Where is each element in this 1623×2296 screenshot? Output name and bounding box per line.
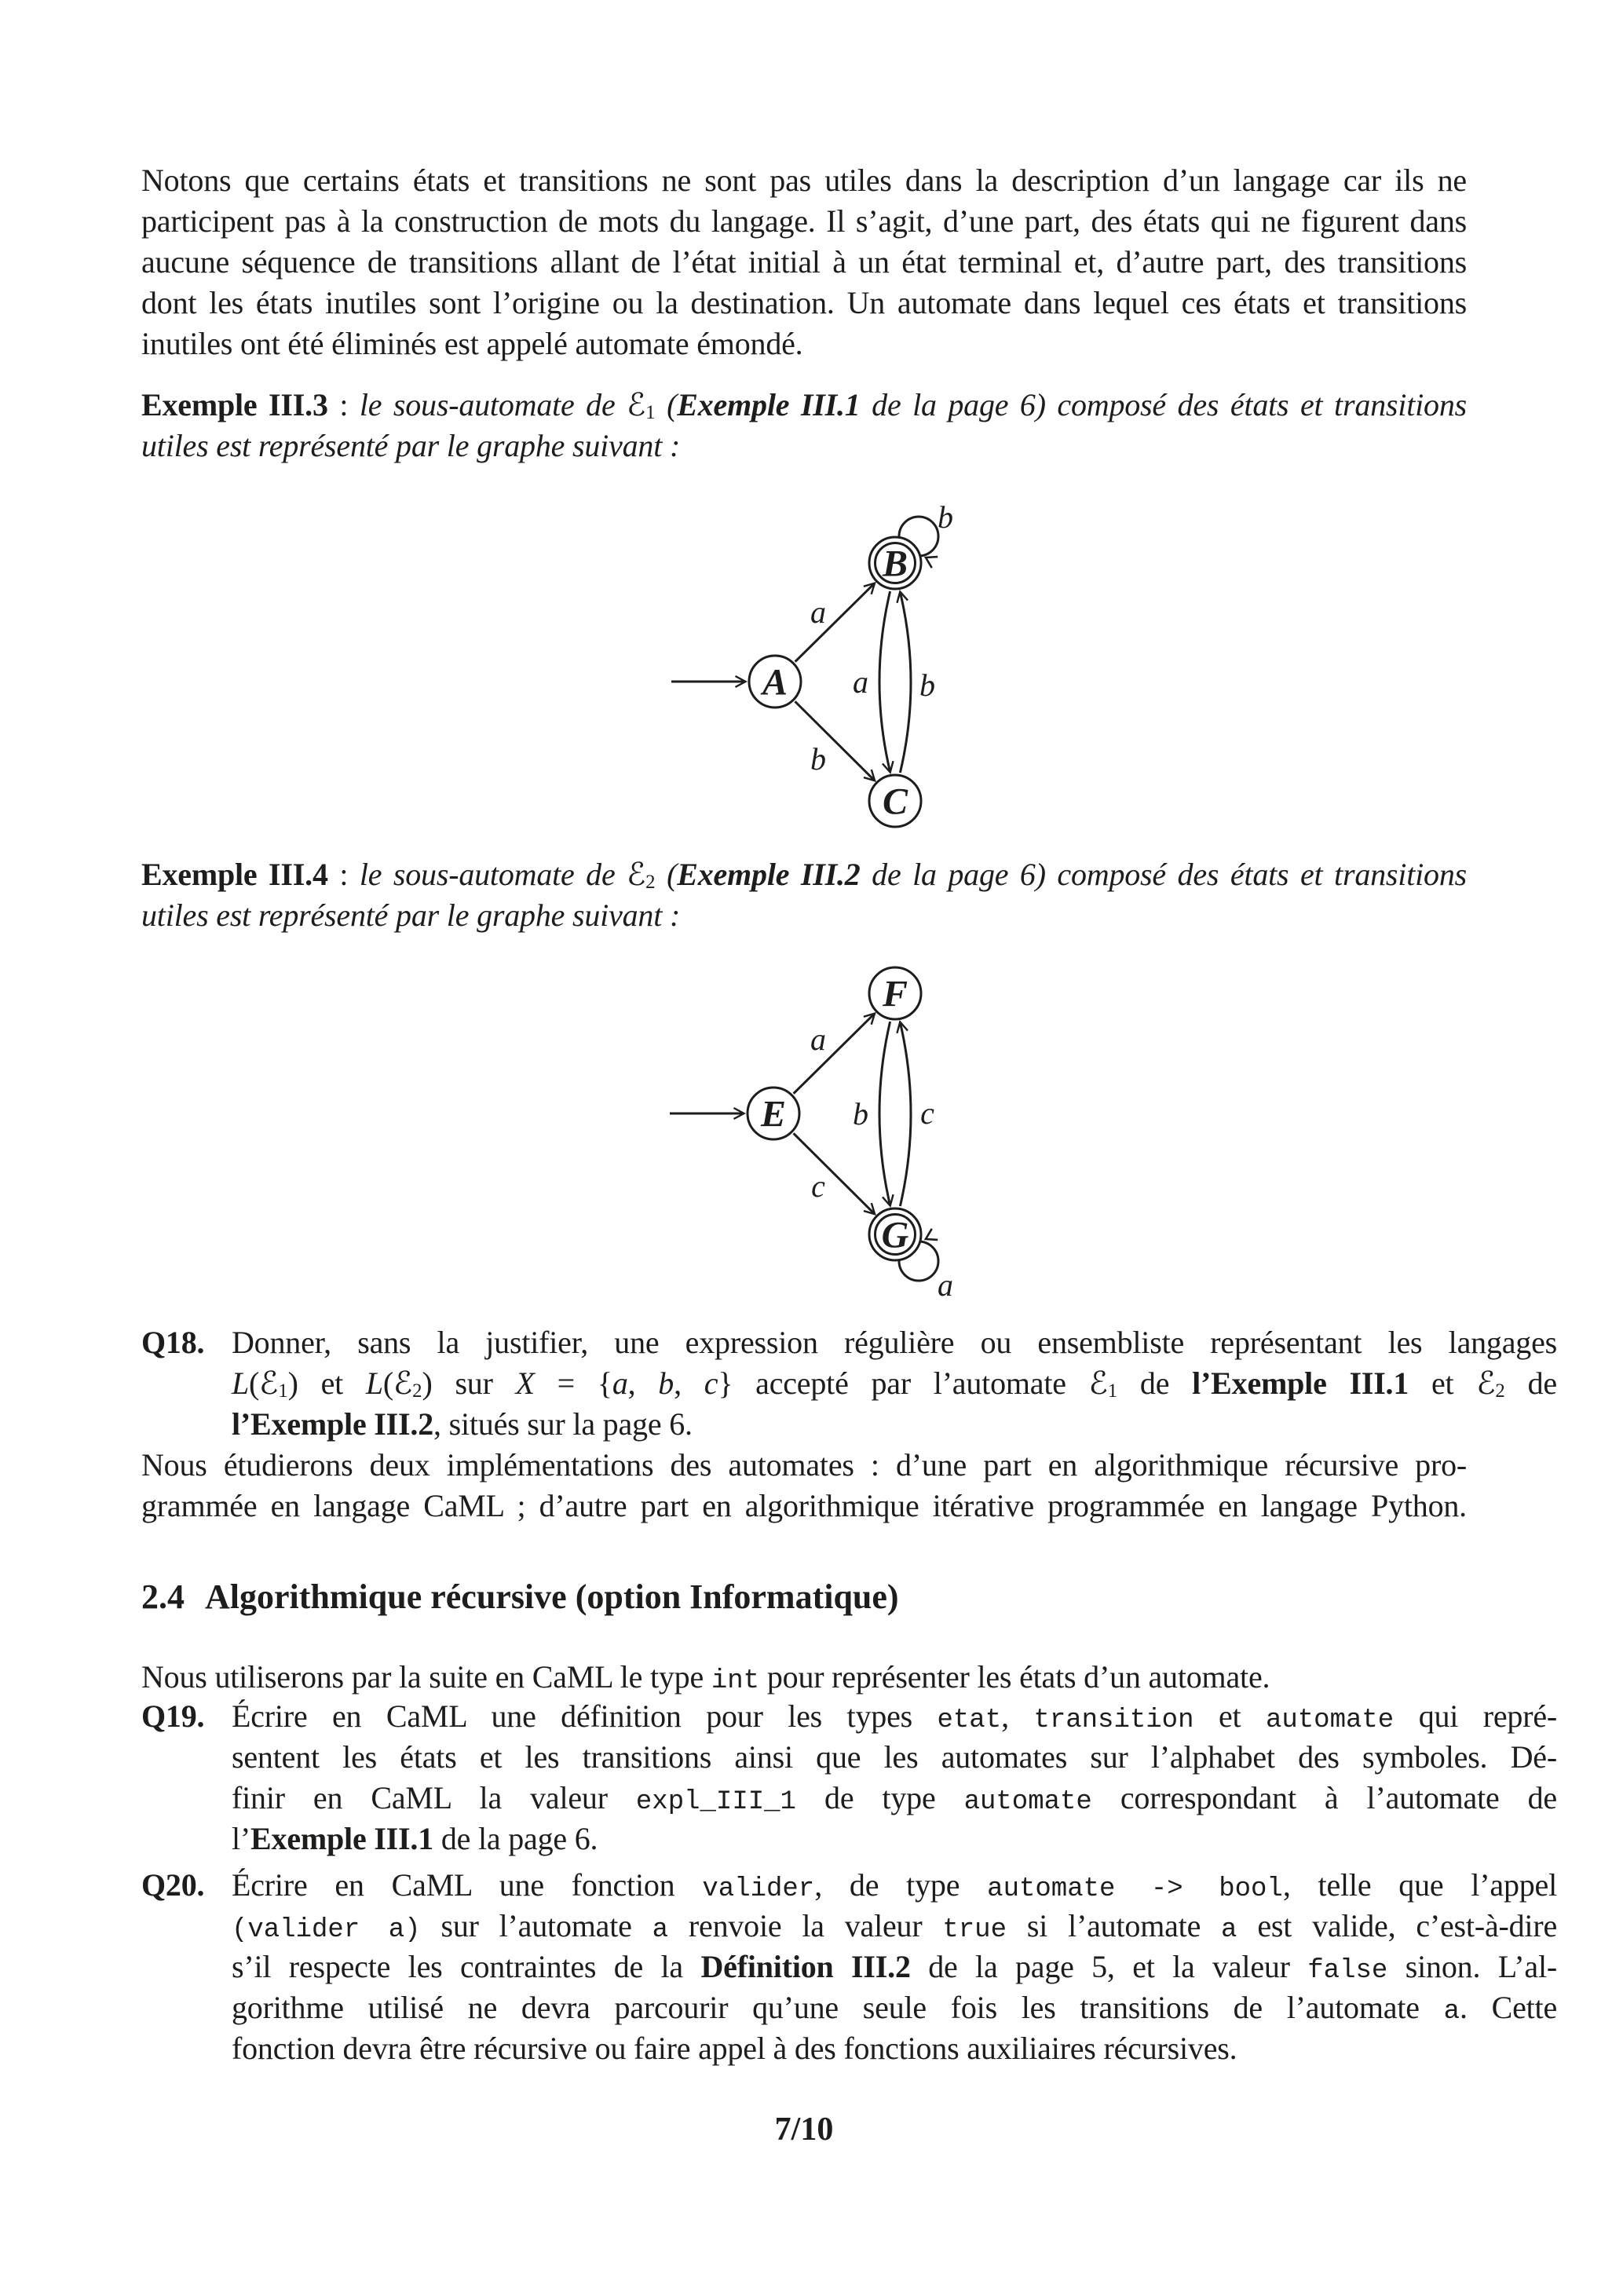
state-node-B bbox=[869, 537, 921, 589]
text-line: l’Exemple III.2, situés sur la page 6. bbox=[232, 1406, 693, 1442]
text-line: Écrire en CaML une définition pour les types etat, transition et automate qui repré- bbox=[232, 1698, 1557, 1735]
text-line: fonction devra être récursive ou faire appel à des fonctions auxiliaires récursives. bbox=[232, 2031, 1237, 2066]
paragraph-intro bbox=[141, 160, 1467, 364]
section-number: 2.4 bbox=[141, 1578, 185, 1616]
text-line: l’Exemple III.1 de la page 6. bbox=[232, 1821, 598, 1856]
transition-label-B-C: a bbox=[853, 664, 868, 700]
state-label-A: A bbox=[762, 661, 788, 704]
state-label-B: B bbox=[882, 543, 908, 585]
state-node-G bbox=[869, 1208, 921, 1260]
automaton-1-diagram bbox=[644, 491, 989, 860]
text-line: dont les états inutiles sont l’origine ou la destination. Un automate dans lequel ces états et transitions bbox=[141, 285, 1467, 320]
paragraph-caml-note bbox=[141, 1657, 1467, 1698]
paragraph-implementations bbox=[141, 1445, 1467, 1526]
question-label: Q19. bbox=[141, 1698, 205, 1734]
transition-label-A-C: b bbox=[810, 741, 826, 777]
transition-edge-A-C bbox=[795, 701, 875, 781]
text-line: Exemple III.3 : le sous-automate de ℰ1 (Exemple III.1 de la page 6) composé des états et transitions bbox=[141, 387, 1467, 423]
transition-label-C-B: b bbox=[919, 667, 935, 703]
text-line: participent pas à la construction de mots du langage. Il s’agit, d’une part, des états qui ne figurent dans bbox=[141, 203, 1467, 239]
transition-edge-F-G bbox=[879, 1022, 890, 1205]
transition-label-E-G: c bbox=[811, 1168, 825, 1204]
example-4-caption bbox=[141, 854, 1467, 936]
text-line: aucune séquence de transitions allant de l’état initial à un état terminal et, d’autre part, des transitions bbox=[141, 244, 1467, 280]
self-loop-label-G: a bbox=[938, 1267, 953, 1303]
transition-edge-A-B bbox=[795, 583, 875, 662]
transition-edge-B-C bbox=[879, 591, 890, 772]
text-line: (valider a) sur l’automate a renvoie la valeur true si l’automate a est valide, c’est-à-dire bbox=[232, 1908, 1558, 1945]
text-line: Écrire en CaML une fonction valider, de type automate -> bool, telle que l’appel bbox=[232, 1867, 1558, 1904]
question-q18 bbox=[141, 1322, 1557, 1445]
text-line: s’il respecte les contraintes de la Définition III.2 de la page 5, et la valeur false sinon. L’al- bbox=[232, 1949, 1557, 1986]
text-line: utiles est représenté par le graphe suivant : bbox=[141, 898, 681, 933]
question-label: Q20. bbox=[141, 1867, 205, 1903]
section-title: Algorithmique récursive (option Informatique) bbox=[205, 1578, 899, 1616]
automaton-2-diagram bbox=[644, 958, 989, 1333]
text-line: inutiles ont été éliminés est appelé automate émondé. bbox=[141, 326, 803, 361]
section-heading bbox=[141, 1577, 1467, 1617]
state-label-C: C bbox=[882, 781, 908, 823]
transition-label-E-F: a bbox=[810, 1022, 826, 1057]
text-line: finir en CaML la valeur expl_III_1 de type automate correspondant à l’automate de bbox=[232, 1780, 1557, 1817]
state-node-C bbox=[869, 775, 921, 827]
state-label-E: E bbox=[760, 1093, 787, 1135]
state-node-A bbox=[749, 656, 801, 707]
state-label-F: F bbox=[882, 973, 908, 1015]
state-label-G: G bbox=[881, 1214, 909, 1256]
text-line: Exemple III.4 : le sous-automate de ℰ2 (Exemple III.2 de la page 6) composé des états et transitions bbox=[141, 857, 1467, 893]
page-footer: 7/10 bbox=[774, 2111, 834, 2148]
state-node-F bbox=[869, 967, 921, 1019]
text-line: utiles est représenté par le graphe suivant : bbox=[141, 428, 681, 463]
question-q20 bbox=[141, 1865, 1557, 2069]
text-line: sentent les états et les transitions ainsi que les automates sur l’alphabet des symboles. Dé- bbox=[232, 1739, 1557, 1775]
text-line: gorithme utilisé ne devra parcourir qu’une seule fois les transitions de l’automate a. Cette bbox=[232, 1990, 1558, 2027]
transition-edge-C-B bbox=[900, 592, 911, 773]
question-label: Q18. bbox=[141, 1325, 205, 1360]
transition-label-G-F: c bbox=[920, 1095, 934, 1131]
example-3-caption bbox=[141, 385, 1467, 466]
text-line: Notons que certains états et transitions ne sont pas utiles dans la description d’un langage car ils ne bbox=[141, 163, 1467, 198]
text-line: L(ℰ1) et L(ℰ2) sur X = {a, b, c} accepté par l’automate ℰ1 de l’Exemple III.1 et ℰ2 de bbox=[232, 1366, 1557, 1402]
transition-edge-E-F bbox=[794, 1014, 875, 1094]
self-loop-label-B: b bbox=[938, 499, 953, 535]
question-q19 bbox=[141, 1696, 1557, 1859]
transition-edge-G-F bbox=[900, 1022, 911, 1206]
transition-edge-E-G bbox=[794, 1133, 875, 1214]
text-line: Donner, sans la justifier, une expression régulière ou ensembliste représentant les langages bbox=[232, 1325, 1557, 1360]
text-line: grammée en langage CaML ; d’autre part en algorithmique itérative programmée en langage Python. bbox=[141, 1488, 1467, 1523]
transition-label-F-G: b bbox=[853, 1096, 868, 1132]
state-node-E bbox=[748, 1088, 799, 1139]
text-line: Nous étudierons deux implémentations des automates : d’une part en algorithmique récursive pro- bbox=[141, 1447, 1467, 1483]
transition-label-A-B: a bbox=[810, 594, 826, 630]
text-line: Nous utiliserons par la suite en CaML le type int pour représenter les états d’un automate. bbox=[141, 1659, 1270, 1696]
